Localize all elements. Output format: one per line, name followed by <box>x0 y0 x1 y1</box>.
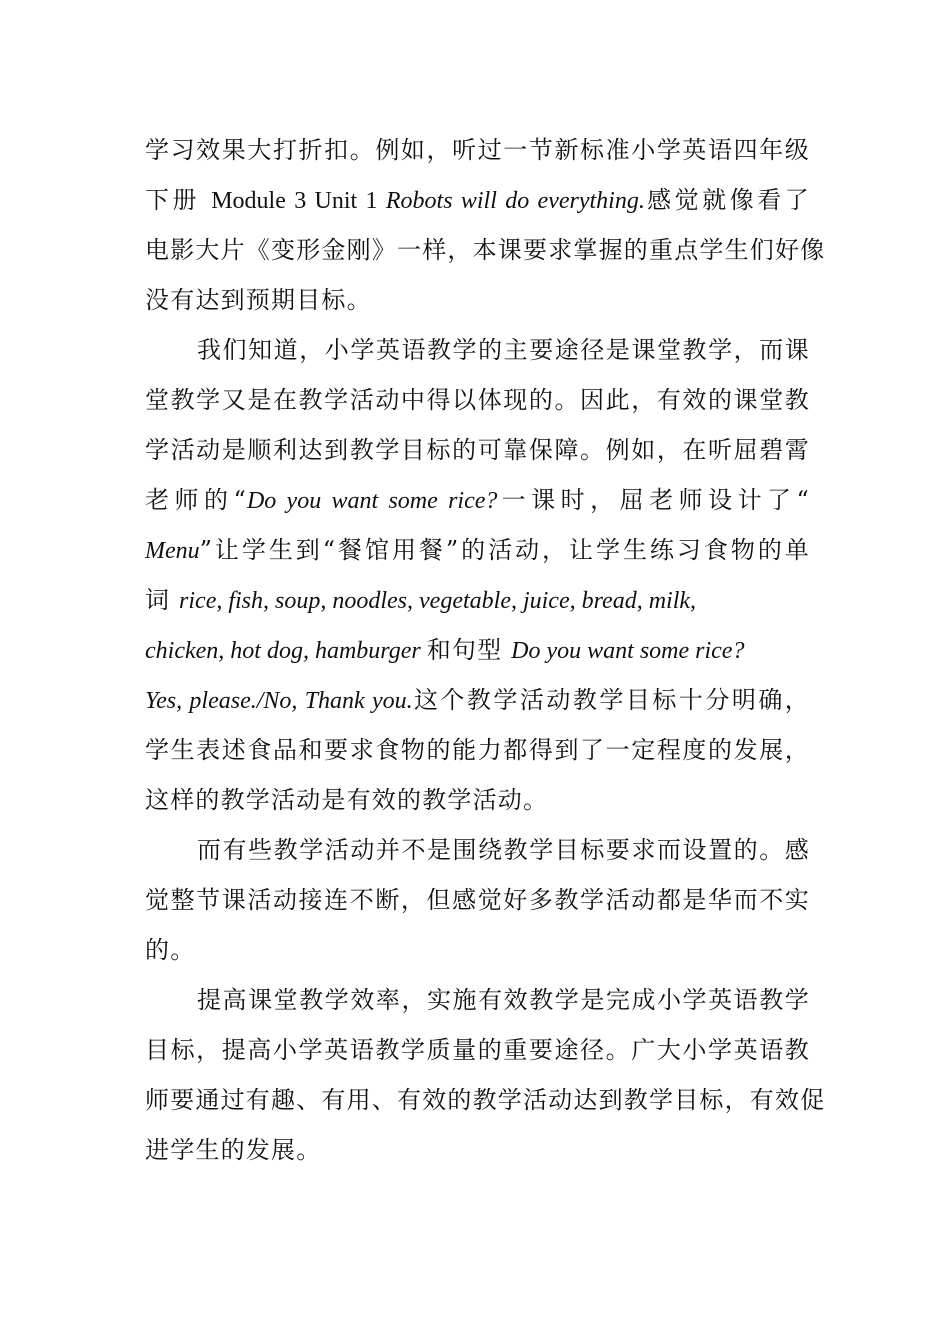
text-run: 而有些教学活动并不是围绕教学目标要求而设置的。感 <box>197 836 810 864</box>
text-line <box>145 130 810 170</box>
text-line <box>145 580 810 620</box>
text-run: 学习效果大打折扣。例如，听过一节新标准小学英语四年级 <box>145 136 810 164</box>
text-run: 电影大片《变形金刚》一样，本课要求掌握的重点学生们好像 <box>145 236 826 264</box>
text-line <box>145 230 826 270</box>
text-run: ”让学生到“餐馆用餐”的活动，让学生练习食物的单 <box>199 536 810 564</box>
text-line <box>145 180 810 220</box>
italic-text-run: chicken, hot dog, hamburger <box>145 638 427 664</box>
text-run: 老师的“ <box>145 486 247 514</box>
text-line <box>145 480 810 520</box>
english-text-run: Module 3 Unit 1 <box>211 188 386 214</box>
text-line <box>145 930 810 970</box>
text-run: 提高课堂教学效率，实施有效教学是完成小学英语教学 <box>197 986 810 1014</box>
text-run: 和句型 <box>426 636 512 664</box>
text-line <box>145 280 810 320</box>
text-line <box>145 730 810 770</box>
text-run: 感觉就像看了 <box>644 186 811 214</box>
text-run: 堂教学又是在教学活动中得以体现的。因此，有效的课堂教 <box>145 386 810 414</box>
text-line <box>145 680 810 720</box>
italic-text-run: Yes, please./No, Thank you. <box>145 688 413 714</box>
text-run: 下册 <box>145 186 212 214</box>
text-line <box>197 330 810 370</box>
italic-text-run: Do you want some rice? <box>511 638 745 664</box>
text-run: 进学生的发展。 <box>145 1136 322 1164</box>
text-line <box>145 880 810 920</box>
italic-text-run: Robots will do everything. <box>385 188 645 214</box>
text-line <box>145 530 810 570</box>
text-run: 这样的教学活动是有效的教学活动。 <box>145 786 549 814</box>
text-run: 词 <box>145 586 180 614</box>
italic-text-run: rice, fish, soup, noodles, vegetable, juice, bread, milk, <box>179 588 697 614</box>
text-line <box>145 780 810 820</box>
text-run: 觉整节课活动接连不断，但感觉好多教学活动都是华而不实 <box>145 886 810 914</box>
text-run: 师要通过有趣、有用、有效的教学活动达到教学目标，有效促 <box>145 1086 826 1114</box>
text-line <box>145 430 810 470</box>
text-line <box>145 630 810 670</box>
text-run: 学活动是顺利达到教学目标的可靠保障。例如，在听屈碧霄 <box>145 436 810 464</box>
text-line <box>197 980 810 1020</box>
text-line <box>145 1030 810 1070</box>
text-line <box>145 380 810 420</box>
text-run: 我们知道，小学英语教学的主要途径是课堂教学，而课 <box>197 336 810 364</box>
text-run: 这个教学活动教学目标十分明确， <box>412 686 811 714</box>
italic-text-run: Menu <box>145 538 200 564</box>
text-run: 没有达到预期目标。 <box>145 286 372 314</box>
text-line <box>145 1130 810 1170</box>
text-run: 目标，提高小学英语教学质量的重要途径。广大小学英语教 <box>145 1036 810 1064</box>
text-run: 的。 <box>145 936 196 964</box>
text-line <box>145 1080 826 1120</box>
text-run: 一课时，屈老师设计了“ <box>497 486 811 514</box>
text-run: 学生表述食品和要求食物的能力都得到了一定程度的发展， <box>145 736 810 764</box>
text-line <box>197 830 810 870</box>
italic-text-run: Do you want some rice? <box>246 488 498 514</box>
